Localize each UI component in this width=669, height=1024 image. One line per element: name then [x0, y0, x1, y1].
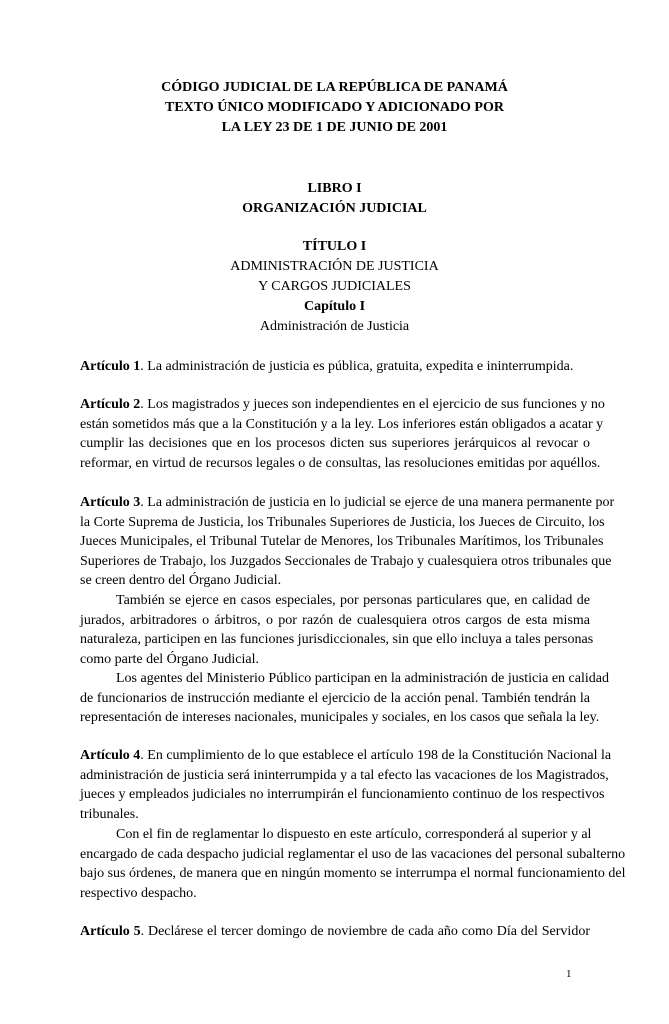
- text-span: . Declárese el tercer domingo de noviembre de cada año como Día del Servidor: [140, 924, 590, 939]
- text-span: administración de justicia será ininterrumpida y a tal efecto las vacaciones de los Magistrados,: [80, 767, 609, 783]
- text-line: [80, 845, 626, 865]
- text-line: [80, 454, 601, 474]
- text-span: reformar, en virtud de recursos legales o de consultas, las resoluciones emitidas por aquéllos.: [80, 455, 601, 471]
- text-line: [80, 434, 590, 454]
- text-span: Superiores de Trabajo, los Juzgados Seccionales de Trabajo y cualesquiera otros tribunales que: [80, 553, 612, 569]
- text-span: representación de intereses nacionales, municipales y sociales, en los casos que señala la ley.: [80, 710, 600, 726]
- text-line: [80, 591, 590, 611]
- article-paragraph: [80, 395, 605, 473]
- libro-heading: [0, 179, 669, 219]
- text-span: se creen dentro del Órgano Judicial.: [80, 573, 282, 589]
- text-span: bajo sus órdenes, de manera que en ningún momento se interrumpa el normal funcionamiento del: [80, 866, 626, 882]
- text-line: [80, 513, 605, 533]
- page-number: 1: [566, 968, 572, 980]
- text-line: [80, 825, 590, 845]
- text-span: jurados, arbitradores o árbitros, o por razón de cualesquiera otros cargos de esta misma: [80, 612, 590, 628]
- text-line: [80, 611, 590, 631]
- text-line: [80, 884, 590, 904]
- article-label: Artículo 3: [80, 495, 141, 510]
- text-span: Los agentes del Ministerio Público participan en la administración de justicia en calidad: [116, 671, 609, 686]
- article-label: Artículo 1: [80, 359, 141, 374]
- text-line: [80, 669, 609, 689]
- text-line: [80, 785, 605, 805]
- title-line: CÓDIGO JUDICIAL DE LA REPÚBLICA DE PANAMÁ: [161, 80, 508, 95]
- article-label: Artículo 2: [80, 397, 141, 412]
- titulo-name: ADMINISTRACIÓN DE JUSTICIA: [230, 259, 439, 274]
- title-line: TEXTO ÚNICO MODIFICADO Y ADICIONADO POR: [164, 100, 504, 115]
- text-span: de funcionarios de instrucción mediante el ejercicio de la acción penal. También tendrán la: [80, 690, 590, 706]
- text-span: También se ejerce en casos especiales, por personas particulares que, en calidad de: [116, 593, 590, 608]
- text-line: [80, 689, 590, 709]
- text-span: como parte del Órgano Judicial.: [80, 651, 259, 667]
- text-line: [80, 552, 612, 572]
- text-span: la Corte Suprema de Justicia, los Tribunales Superiores de Justicia, los Jueces de Circuito, los: [80, 514, 605, 530]
- text-line: [80, 746, 612, 766]
- paragraph: [80, 591, 594, 669]
- text-line: [80, 415, 604, 435]
- text-line: [80, 766, 609, 786]
- article-paragraph: [80, 493, 615, 591]
- text-line: [80, 532, 604, 552]
- text-line: [80, 630, 594, 650]
- text-span: están sometidos más que a la Constitución y a la ley. Los inferiores están obligados a acatar y: [80, 416, 604, 432]
- text-span: Con el fin de reglamentar lo dispuesto en este artículo, corresponderá al superior y al: [116, 827, 592, 842]
- text-line: [80, 571, 590, 591]
- text-span: Jueces Municipales, el Tribunal Tutelar de Menores, los Tribunales Marítimos, los Tribunales: [80, 534, 604, 550]
- paragraph: [80, 825, 626, 903]
- title-line: LA LEY 23 DE 1 DE JUNIO DE 2001: [221, 120, 448, 135]
- article-label: Artículo 4: [80, 748, 141, 763]
- text-span: tribunales.: [80, 806, 139, 822]
- text-line: [80, 357, 590, 377]
- text-span: . La administración de justicia es pública, gratuita, expedita e ininterrumpida.: [140, 359, 574, 374]
- text-line: [80, 864, 626, 884]
- paragraph: [80, 669, 609, 728]
- text-line: [80, 805, 590, 825]
- document-title: [0, 78, 669, 138]
- capitulo-label: Capítulo I: [303, 299, 366, 314]
- capitulo-name: Administración de Justicia: [259, 319, 410, 334]
- text-span: jueces y empleados judiciales no interrumpirán el funcionamiento continuo de los respectivos: [80, 787, 605, 803]
- titulo-label: TÍTULO I: [302, 239, 367, 254]
- libro-label: LIBRO I: [307, 181, 362, 196]
- text-line: [80, 922, 590, 942]
- article-paragraph: [80, 922, 590, 942]
- article-paragraph: [80, 357, 590, 377]
- text-span: respectivo despacho.: [80, 885, 197, 901]
- titulo-heading: [0, 237, 669, 337]
- libro-name: ORGANIZACIÓN JUDICIAL: [242, 201, 427, 216]
- text-span: . Los magistrados y jueces son independientes en el ejercicio de sus funciones y no: [140, 397, 605, 412]
- text-line: [80, 650, 590, 670]
- text-line: [80, 395, 605, 415]
- text-span: naturaleza, participen en las funciones jurisdiccionales, sin que ello incluya a tales personas: [80, 632, 594, 648]
- text-line: [80, 708, 600, 728]
- text-span: cumplir las decisiones que en los procesos dicten sus superiores jerárquicos al revocar o: [80, 436, 590, 452]
- text-span: . En cumplimiento de lo que establece el artículo 198 de la Constitución Nacional la: [140, 748, 612, 763]
- text-line: [80, 493, 615, 513]
- article-label: Artículo 5: [80, 924, 141, 939]
- titulo-name: Y CARGOS JUDICIALES: [258, 279, 411, 294]
- article-paragraph: [80, 746, 612, 824]
- text-span: . La administración de justicia en lo judicial se ejerce de una manera permanente por: [140, 495, 615, 510]
- text-span: encargado de cada despacho judicial reglamentar el uso de las vacaciones del personal subalterno: [80, 846, 626, 862]
